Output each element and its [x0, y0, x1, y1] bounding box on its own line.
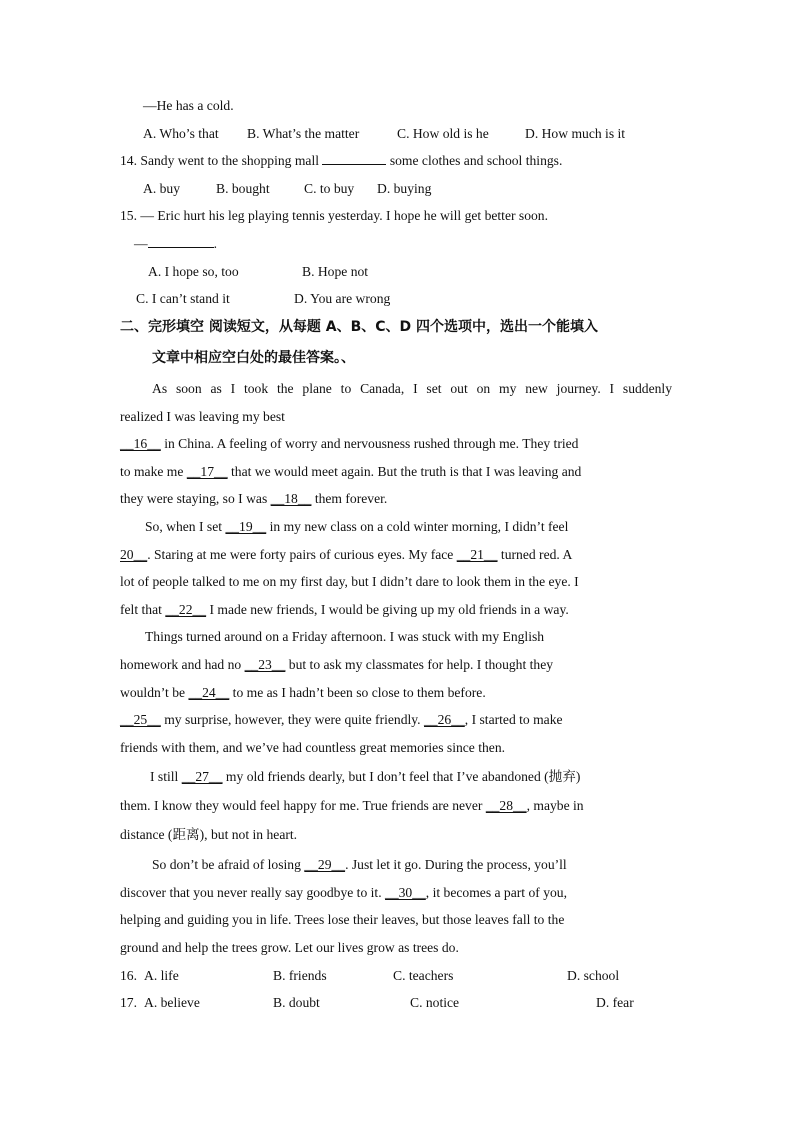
q14-stem-part2: some clothes and school things.	[389, 153, 563, 168]
q17-option-b: B. doubt	[273, 995, 320, 1010]
blank-23: __23__	[244, 657, 286, 672]
q13-option-a: A. Who’s that	[143, 126, 219, 141]
q16-option-a: A. life	[144, 968, 179, 983]
section2-heading-line2: 文章中相应空白处的最佳答案。、	[152, 350, 355, 366]
passage-line-16	[120, 797, 584, 815]
passage-line-12	[120, 684, 486, 702]
q17-number: 17.	[120, 995, 137, 1010]
blank-22: __22__	[165, 602, 207, 617]
q14-option-d: D. buying	[377, 181, 432, 196]
passage-line-13-part1: my surprise, however, they were quite friendly.	[164, 712, 421, 727]
blank-21: __21__	[456, 547, 498, 562]
passage-line-17: distance (距离), but not in heart.	[120, 827, 298, 842]
passage-line-21: ground and help the trees grow. Let our lives grow as trees do.	[120, 940, 459, 955]
passage-line-11-part1: homework and had no	[120, 657, 242, 672]
passage-line-5	[120, 490, 387, 508]
q15-reply-period: .	[213, 236, 217, 251]
q15-reply	[134, 235, 217, 253]
q13-option-d: D. How much is it	[525, 126, 626, 141]
passage-line-12-part1: wouldn’t be	[120, 685, 186, 700]
q14-option-b: B. bought	[216, 181, 270, 196]
blank-24: __24__	[188, 685, 230, 700]
passage-line-1: As soon as I took the plane to Canada, I set out on my new journey. I suddenly	[152, 381, 672, 396]
passage-line-6-part2: in my new class on a cold winter morning, I didn’t feel	[269, 519, 569, 534]
q15-option-a: A. I hope so, too	[148, 264, 239, 279]
q17-option-d: D. fear	[596, 995, 634, 1010]
passage-line-9	[120, 601, 569, 619]
q13-option-b: B. What’s the matter	[247, 126, 360, 141]
passage-line-16-part2: , maybe in	[526, 798, 584, 813]
passage-line-3-text: in China. A feeling of worry and nervousness rushed through me. They tried	[164, 436, 579, 451]
blank-30: __30__	[385, 885, 426, 900]
blank-16: __16__	[120, 436, 161, 451]
passage-line-5-part2: them forever.	[314, 491, 388, 506]
passage-line-4-part2: that we would meet again. But the truth is that I was leaving and	[231, 464, 582, 479]
blank-29: __29__	[304, 857, 346, 872]
passage-line-15-part1: I still	[150, 769, 179, 784]
passage-line-7-part2: turned red. A	[500, 547, 573, 562]
passage-line-12-part2: to me as I hadn’t been so close to them before.	[232, 685, 486, 700]
blank-25: __25__	[120, 712, 161, 727]
q16-option-c: C. teachers	[393, 968, 454, 983]
passage-line-7-part1: . Staring at me were forty pairs of curious eyes. My face	[147, 547, 454, 562]
passage-line-3	[120, 435, 578, 453]
q14-option-c: C. to buy	[304, 181, 355, 196]
q13-answer-line: —He has a cold.	[143, 98, 234, 113]
blank-28: __28__	[485, 798, 527, 813]
passage-line-13-part2: , I started to make	[464, 712, 563, 727]
q14-stem-part1: Sandy went to the shopping mall	[140, 153, 319, 168]
passage-line-8: lot of people talked to me on my first day, but I didn’t dare to look them in the eye. I	[120, 574, 579, 589]
q14-blank	[322, 152, 386, 165]
q17-option-a: A. believe	[144, 995, 200, 1010]
q15-blank	[148, 235, 214, 248]
q15-option-b: B. Hope not	[302, 264, 369, 279]
passage-line-7	[120, 546, 572, 564]
q14-option-a: A. buy	[143, 181, 181, 196]
passage-line-18-part2: . Just let it go. During the process, you’ll	[345, 857, 567, 872]
q16-option-d: D. school	[567, 968, 620, 983]
passage-line-20: helping and guiding you in life. Trees lose their leaves, but those leaves fall to the	[120, 912, 565, 927]
passage-line-9-part2: I made new friends, I would be giving up my old friends in a way.	[209, 602, 569, 617]
passage-line-4	[120, 463, 581, 481]
blank-17: __17__	[186, 464, 228, 479]
passage-line-15-part2: my old friends dearly, but I don’t feel that I’ve abandoned (抛弃)	[225, 769, 581, 784]
blank-20: 20__	[120, 547, 148, 562]
passage-line-4-part1: to make me	[120, 464, 184, 479]
passage-line-19-part2: , it becomes a part of you,	[425, 885, 567, 900]
q16-number: 16.	[120, 968, 137, 983]
passage-line-14: friends with them, and we’ve had countless great memories since then.	[120, 740, 506, 755]
passage-line-6-part1: So, when I set	[145, 519, 223, 534]
passage-line-11	[120, 656, 553, 674]
q15-stem	[120, 207, 548, 225]
passage-line-10: Things turned around on a Friday afternoon. I was stuck with my English	[145, 629, 545, 644]
passage-line-2: realized I was leaving my best	[120, 409, 285, 424]
blank-27: __27__	[181, 769, 223, 784]
q15-stem-text: — Eric hurt his leg playing tennis yesterday. I hope he will get better soon.	[140, 208, 548, 223]
passage-line-19-part1: discover that you never really say goodbye to it.	[120, 885, 382, 900]
q13-option-c: C. How old is he	[397, 126, 489, 141]
passage-line-5-part1: they were staying, so I was	[120, 491, 268, 506]
blank-26: __26__	[424, 712, 465, 727]
passage-line-16-part1: them. I know they would feel happy for me. True friends are never	[120, 798, 483, 813]
q16-option-b: B. friends	[273, 968, 327, 983]
blank-19: __19__	[225, 519, 267, 534]
blank-18: __18__	[270, 491, 312, 506]
q15-option-c: C. I can’t stand it	[136, 291, 230, 306]
passage-line-18-part1: So don’t be afraid of losing	[152, 857, 301, 872]
passage-line-13	[120, 711, 563, 729]
passage-line-15	[150, 768, 580, 786]
passage-line-19	[120, 884, 567, 902]
section2-heading-line1: 二、完形填空 阅读短文，从每题 A、B、C、D 四个选项中，选出一个能填入	[120, 319, 599, 335]
q15-number: 15.	[120, 208, 137, 223]
q15-option-d: D. You are wrong	[294, 291, 391, 306]
q14-stem	[120, 152, 562, 170]
q17-option-c: C. notice	[410, 995, 460, 1010]
passage-line-11-part2: but to ask my classmates for help. I thought they	[288, 657, 554, 672]
q14-number: 14.	[120, 153, 137, 168]
passage-line-6	[145, 518, 568, 536]
passage-line-18	[152, 856, 567, 874]
q15-reply-dash: —	[134, 236, 148, 251]
passage-line-9-part1: felt that	[120, 602, 162, 617]
